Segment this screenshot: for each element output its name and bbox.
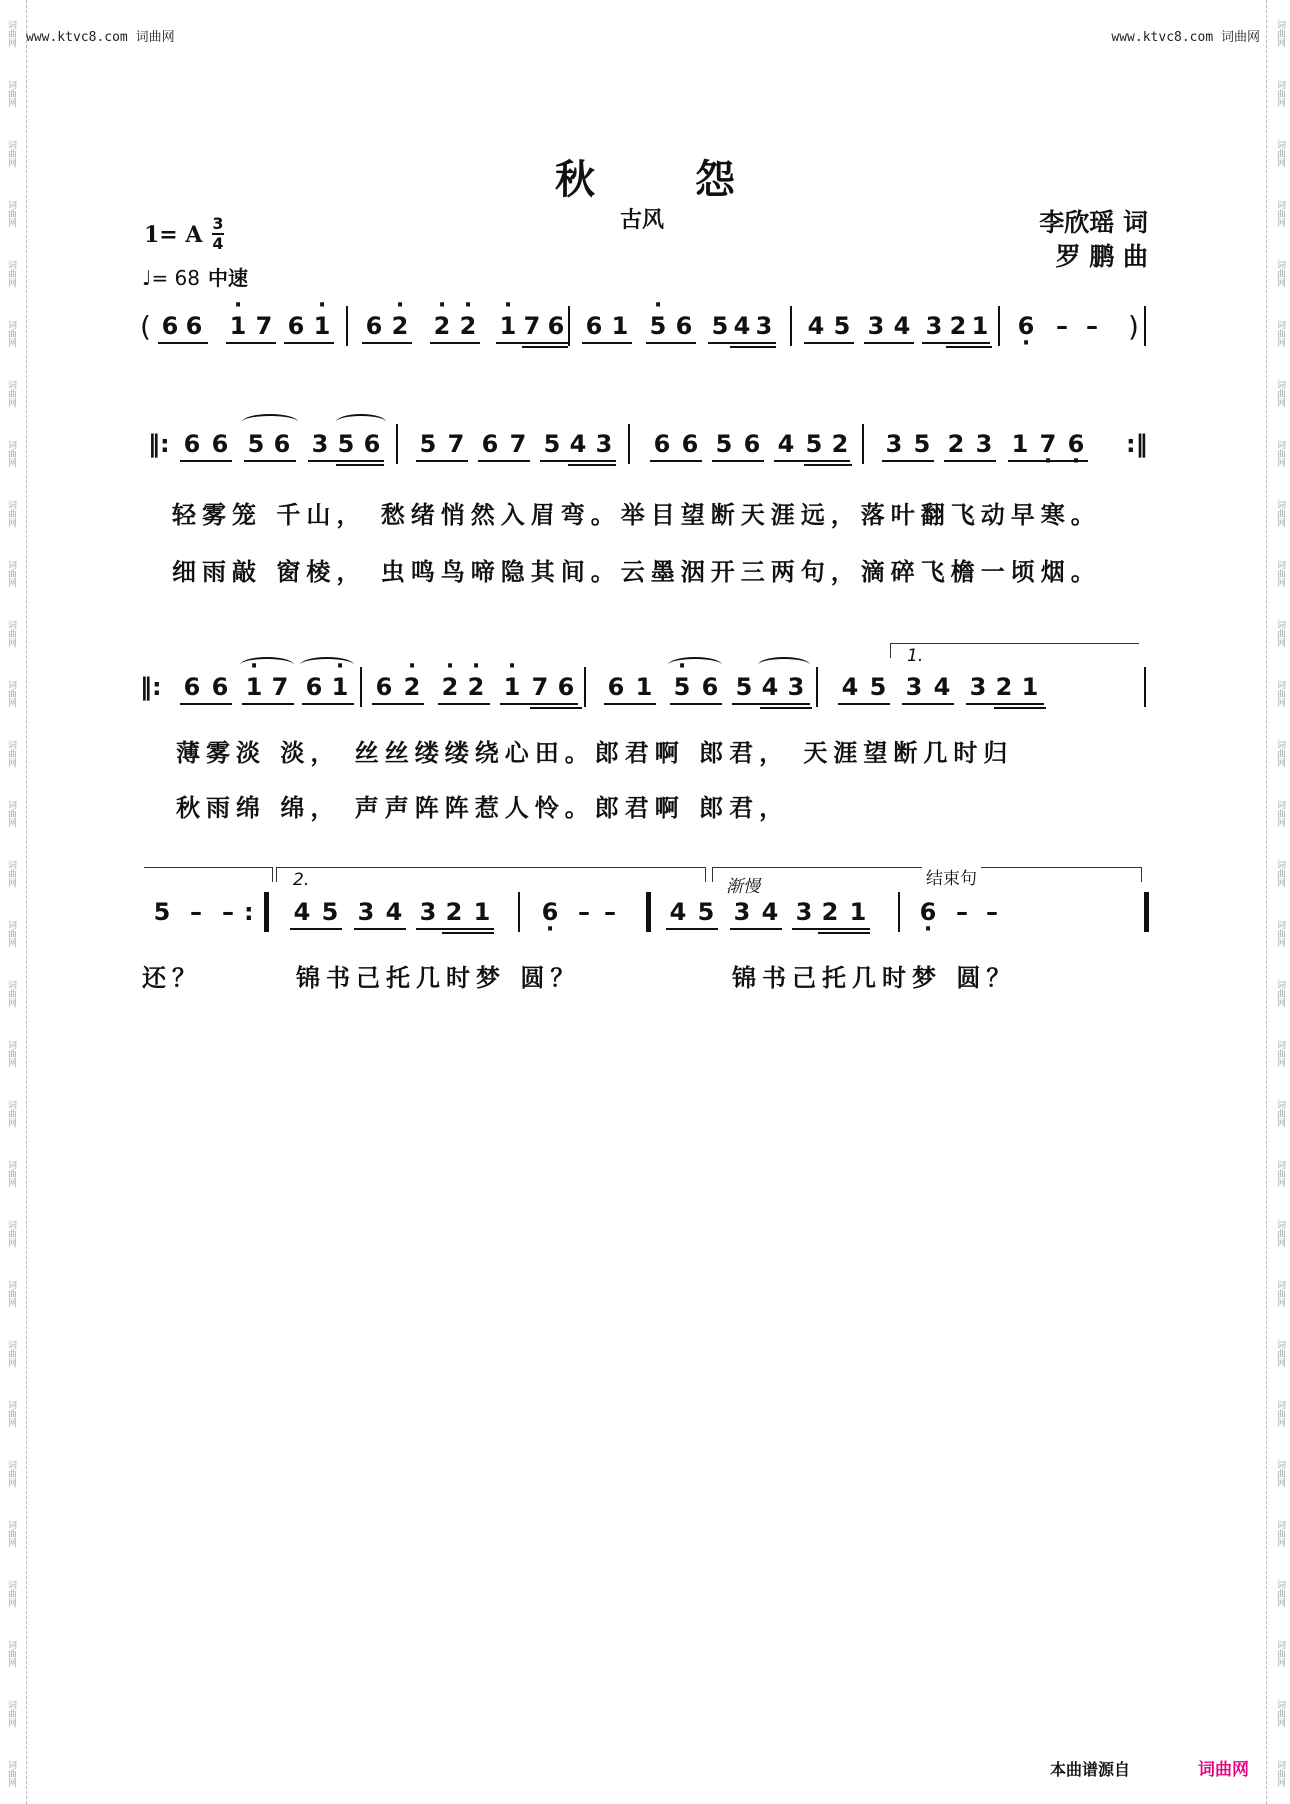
score-note: · 2 [456,312,480,340]
time-top: 3 [212,214,224,233]
time-signature [212,216,224,252]
barline [518,892,520,932]
score-note: 5 [711,312,729,340]
score-note: 4 [569,430,587,458]
barline [1144,892,1149,932]
score-note: 3 [595,430,613,458]
score-note: 6 [681,430,699,458]
volta-2-bracket [276,867,706,890]
barline [790,306,792,346]
score-note: 6 [305,673,323,701]
beam-underline [708,342,776,344]
barline [998,306,1000,346]
score-note: 6 [183,673,201,701]
score-note: 6 [363,430,381,458]
score-note: 6 [161,312,179,340]
watermark-text: 词曲网 [6,1400,16,1427]
score-note: 6 [547,312,565,340]
watermark-text: 词曲网 [1275,140,1285,167]
score-note: 3 [867,312,885,340]
watermark-text: 词曲网 [1275,500,1285,527]
watermark-text: 词曲网 [1275,1100,1285,1127]
score-note: 3 [969,673,987,701]
score-note: 4 [293,898,311,926]
beam-underline [966,703,1044,705]
score-note: 6 [607,673,625,701]
watermark-text: 词曲网 [1275,320,1285,347]
watermark-text: 词曲网 [1275,1400,1285,1427]
score-note: 5 [247,430,265,458]
beam-underline [522,346,568,348]
score-note: 2 [445,898,463,926]
beam-underline [882,460,934,462]
watermark-text: 词曲网 [1275,1580,1285,1607]
barline [360,667,362,707]
score-note: 3 [975,430,993,458]
beam-underline [604,703,656,705]
watermark-text: 词曲网 [1275,1280,1285,1307]
score-note: 3 [905,673,923,701]
score-note: 5 [321,898,339,926]
watermark-text: 词曲网 [1275,620,1285,647]
site-name: 词曲网 [1220,30,1260,45]
song-title: 秋怨 [555,157,835,203]
beam-underline [650,460,702,462]
watermark-text: 词曲网 [6,680,16,707]
lyricist: 李欣瑶 词 [1039,208,1148,237]
score-note: · 1 [310,312,334,340]
watermark-text: 词曲网 [6,1520,16,1547]
lyrics-ending-1: 还？ [142,964,202,992]
score-note: 4 [385,898,403,926]
score-note: 4 [761,673,779,701]
lyrics-ending-2: 锦书己托几时梦 圆？ [296,964,581,992]
slur-arc [758,657,810,673]
score-note: 6 [675,312,693,340]
beam-underline [818,932,870,934]
beam-underline [242,703,294,705]
watermark-text: 词曲网 [1275,1700,1285,1727]
watermark-text: 词曲网 [6,1040,16,1067]
beam-underline [994,707,1046,709]
song-style: 古风 [620,208,665,233]
score-note: 6 [481,430,499,458]
watermark-text: 词曲网 [1275,1460,1285,1487]
coda-label: 结束句 [922,864,981,889]
score-note: 4 [777,430,795,458]
beam-underline [922,342,990,344]
score-note: · 2 [430,312,454,340]
watermark-text: 词曲网 [6,1340,16,1367]
score-note: 6 [273,430,291,458]
key-signature: 1= A [144,222,203,248]
score-line-intro [140,312,1150,352]
volta-1-label: 1. [907,646,924,666]
watermark-text: 词曲网 [6,1760,16,1787]
beam-underline [284,342,334,344]
barline [862,424,864,464]
score-note: 1 [473,898,491,926]
score-note: 6 [653,430,671,458]
url-text: www.ktvc8.com [26,30,128,45]
repeat-end-sign: : [244,898,254,926]
score-note: 5 [153,898,171,926]
score-note: 4 [841,673,859,701]
beam-underline [180,460,232,462]
time-bottom: 4 [212,234,224,253]
repeat-end-sign: :‖ [1126,430,1148,458]
score-note: 5 [697,898,715,926]
beam-underline [180,703,232,705]
watermark-text: 词曲网 [6,200,16,227]
beam-underline [354,928,406,930]
score-note: 3 [925,312,943,340]
score-note: 6 · [538,898,562,926]
barline [816,667,818,707]
beam-underline [496,342,568,344]
beam-underline [568,464,616,466]
beam-underline [838,703,890,705]
credits [1039,206,1148,274]
tempo-value: = 68 [151,266,201,290]
score-note: 6 [183,430,201,458]
watermark-text: 词曲网 [1275,1040,1285,1067]
score-note: 5 [543,430,561,458]
volta-1-continuation [144,867,273,882]
score-note: 1 [849,898,867,926]
barline [628,424,630,464]
watermark-text: 词曲网 [1275,1760,1285,1787]
footer-brand-link[interactable]: 词曲网 [1198,1760,1249,1780]
score-note: · 1 [242,673,266,701]
ritardando-marking: 渐慢 [726,877,760,897]
beam-underline [946,346,992,348]
lyrics-verse-2: 细雨敲 窗棱， 虫鸣鸟啼隐其间。云墨洇开三两句，滴碎飞檐一顷烟。 [172,558,1101,586]
watermark-text: 词曲网 [6,1220,16,1247]
slur-arc [668,657,722,673]
barline [396,424,398,464]
tempo-word: 中速 [208,266,249,290]
watermark-text: 词曲网 [1275,800,1285,827]
watermark-text: 词曲网 [6,1160,16,1187]
score-note: 4 [733,312,751,340]
watermark-text: 词曲网 [6,260,16,287]
beam-underline [442,932,494,934]
score-note: – [956,898,968,926]
score-note: 6 [375,673,393,701]
score-note: 5 [833,312,851,340]
score-note: 2 [831,430,849,458]
watermark-text: 词曲网 [6,1640,16,1667]
barline [346,306,348,346]
score-note: 4 [807,312,825,340]
volta-2-label: 2. [293,870,310,890]
beam-underline [804,464,852,466]
score-note: · 2 [388,312,412,340]
beam-underline [308,460,384,462]
score-note: 3 [357,898,375,926]
beam-underline [478,460,530,462]
score-note: 1 [635,673,653,701]
watermark-text: 词曲网 [1275,20,1285,47]
score-note: 7 [447,430,465,458]
watermark-text: 词曲网 [1275,560,1285,587]
score-note: 1 [1021,673,1039,701]
barline [898,892,900,932]
beam-underline [372,703,424,705]
score-note: 5 [913,430,931,458]
lyrics-ending-3: 锦书己托几时梦 圆？ [732,964,1017,992]
score-note: 3 [787,673,805,701]
lyrics-chorus-1: 薄雾淡 淡， 丝丝缕缕绕心田。郎君啊 郎君， 天涯望断几时归 [176,739,1014,767]
url-text: www.ktvc8.com [1111,30,1214,45]
watermark-text: 词曲网 [1275,1220,1285,1247]
beam-underline [944,460,996,462]
score-note: · 1 [226,312,250,340]
watermark-text: 词曲网 [1275,680,1285,707]
score-note: 4 [893,312,911,340]
beam-underline [540,460,616,462]
score-line-chorus [140,673,1150,713]
close-paren: ) [1128,310,1139,343]
beam-underline [336,464,384,466]
beam-underline [226,342,276,344]
beam-underline [530,707,582,709]
beam-underline [666,928,718,930]
score-note: 2 [947,430,965,458]
watermark-text: 词曲网 [1275,980,1285,1007]
score-note: 1 [971,312,989,340]
score-note: 3 [733,898,751,926]
slur-arc [242,414,298,430]
beam-underline [1008,460,1088,462]
score-note: 6 · [1064,430,1088,458]
quarter-note-icon: ♩ [142,266,152,290]
beam-underline [804,342,854,344]
watermark-text: 词曲网 [1275,440,1285,467]
score-note: 7 [531,673,549,701]
beam-underline [158,342,208,344]
watermark-text: 词曲网 [1275,380,1285,407]
score-note: 6 [743,430,761,458]
open-paren: ( [140,310,151,343]
score-note: 6 [211,673,229,701]
watermark-text: 词曲网 [6,860,16,887]
beam-underline [774,460,850,462]
score-note: 5 [715,430,733,458]
score-note: – [190,898,202,926]
beam-underline [864,342,914,344]
watermark-text: 词曲网 [6,380,16,407]
footer-source-text: 本曲谱源自 [1050,1760,1131,1779]
score-note: 5 [735,673,753,701]
watermark-text: 词曲网 [1275,260,1285,287]
beam-underline [732,703,810,705]
barline [264,892,269,932]
beam-underline [362,342,412,344]
score-note: 2 [821,898,839,926]
score-note: · 1 [328,673,352,701]
score-note: · 1 [500,673,524,701]
barline [568,306,570,346]
header-url-left[interactable] [26,26,175,45]
beam-underline [760,707,812,709]
beam-underline [244,460,296,462]
watermark-text: 词曲网 [1275,1340,1285,1367]
score-note: 7 [509,430,527,458]
score-note: 6 [185,312,203,340]
score-note: 2 [995,673,1013,701]
score-note: – [604,898,616,926]
site-name: 词曲网 [135,30,175,45]
left-watermark-strip [0,0,27,1804]
watermark-text: 词曲网 [1275,1160,1285,1187]
score-note: 2 [949,312,967,340]
repeat-start-sign: ‖: [148,430,170,458]
score-note: 3 [419,898,437,926]
beam-underline [416,460,468,462]
watermark-text: 词曲网 [6,980,16,1007]
slur-arc [240,657,294,673]
score-note: 7 [255,312,273,340]
beam-underline [712,460,764,462]
score-note: 5 [337,430,355,458]
watermark-text: 词曲网 [6,800,16,827]
score-note: – [1056,312,1068,340]
watermark-text: 词曲网 [6,920,16,947]
score-note: · 2 [464,673,488,701]
beam-underline [438,703,490,705]
score-note: 5 [869,673,887,701]
beam-underline [902,703,954,705]
beam-underline [670,703,722,705]
score-note: – [986,898,998,926]
score-note: · 1 [496,312,520,340]
header-url-right[interactable] [1111,26,1260,45]
score-note: · 5 [646,312,670,340]
score-note: – [1086,312,1098,340]
watermark-text: 词曲网 [1275,1520,1285,1547]
watermark-text: 词曲网 [6,1280,16,1307]
watermark-text: 词曲网 [6,620,16,647]
score-note: 6 [557,673,575,701]
watermark-text: 词曲网 [6,500,16,527]
score-note: · 2 [400,673,424,701]
beam-underline [500,703,578,705]
watermark-text: 词曲网 [6,320,16,347]
score-note: 1 [1011,430,1029,458]
score-note: 6 · [1014,312,1038,340]
score-note: 6 · [916,898,940,926]
watermark-text: 词曲网 [6,140,16,167]
score-note: 4 [933,673,951,701]
lyrics-verse-1: 轻雾笼 千山， 愁绪悄然入眉弯。举目望断天涯远，落叶翻飞动早寒。 [172,501,1101,529]
tempo-marking [142,262,248,291]
watermark-text: 词曲网 [1275,920,1285,947]
composer: 罗 鹏 曲 [1055,242,1148,271]
barline [1144,667,1146,707]
score-note: – [578,898,590,926]
beam-underline [290,928,342,930]
score-note: 3 [885,430,903,458]
beam-underline [646,342,696,344]
slur-arc [336,414,386,430]
watermark-text: 词曲网 [6,1100,16,1127]
repeat-start-sign: ‖: [140,673,162,701]
watermark-text: 词曲网 [1275,740,1285,767]
score-note: 4 [669,898,687,926]
score-note: 7 [271,673,289,701]
score-note: 6 [701,673,719,701]
watermark-text: 词曲网 [6,1700,16,1727]
score-note: 1 [611,312,629,340]
watermark-text: 词曲网 [1275,200,1285,227]
score-note: 7 [523,312,541,340]
score-note: 3 [311,430,329,458]
watermark-text: 词曲网 [6,1580,16,1607]
beam-underline [416,928,494,930]
score-note: 3 [755,312,773,340]
watermark-text: 词曲网 [6,440,16,467]
beam-underline [582,342,632,344]
score-line-ending [140,898,1150,938]
watermark-text: 词曲网 [6,740,16,767]
watermark-text: 词曲网 [6,20,16,47]
score-note: 6 [365,312,383,340]
beam-underline [730,346,776,348]
score-note: 4 [761,898,779,926]
score-note: · 2 [438,673,462,701]
score-note: 6 [211,430,229,458]
watermark-text: 词曲网 [1275,80,1285,107]
watermark-text: 词曲网 [6,1460,16,1487]
barline [646,892,651,932]
volta-1-bracket [890,643,1139,666]
watermark-text: 词曲网 [6,80,16,107]
watermark-text: 词曲网 [1275,860,1285,887]
score-note: 5 [419,430,437,458]
score-note: 7 · [1036,430,1060,458]
score-note: – [222,898,234,926]
watermark-text: 词曲网 [6,560,16,587]
score-note: · 5 [670,673,694,701]
beam-underline [730,928,782,930]
score-note: 3 [795,898,813,926]
right-watermark-strip [1266,0,1290,1804]
watermark-text: 词曲网 [1275,1640,1285,1667]
lyrics-chorus-2: 秋雨绵 绵， 声声阵阵惹人怜。郎君啊 郎君， [176,794,790,822]
barline [1144,306,1146,346]
score-note: 6 [585,312,603,340]
beam-underline [430,342,480,344]
barline [584,667,586,707]
slur-arc [300,657,354,673]
score-note: 5 [805,430,823,458]
beam-underline [792,928,870,930]
score-line-verse [140,430,1150,470]
beam-underline [302,703,354,705]
score-note: 6 [287,312,305,340]
